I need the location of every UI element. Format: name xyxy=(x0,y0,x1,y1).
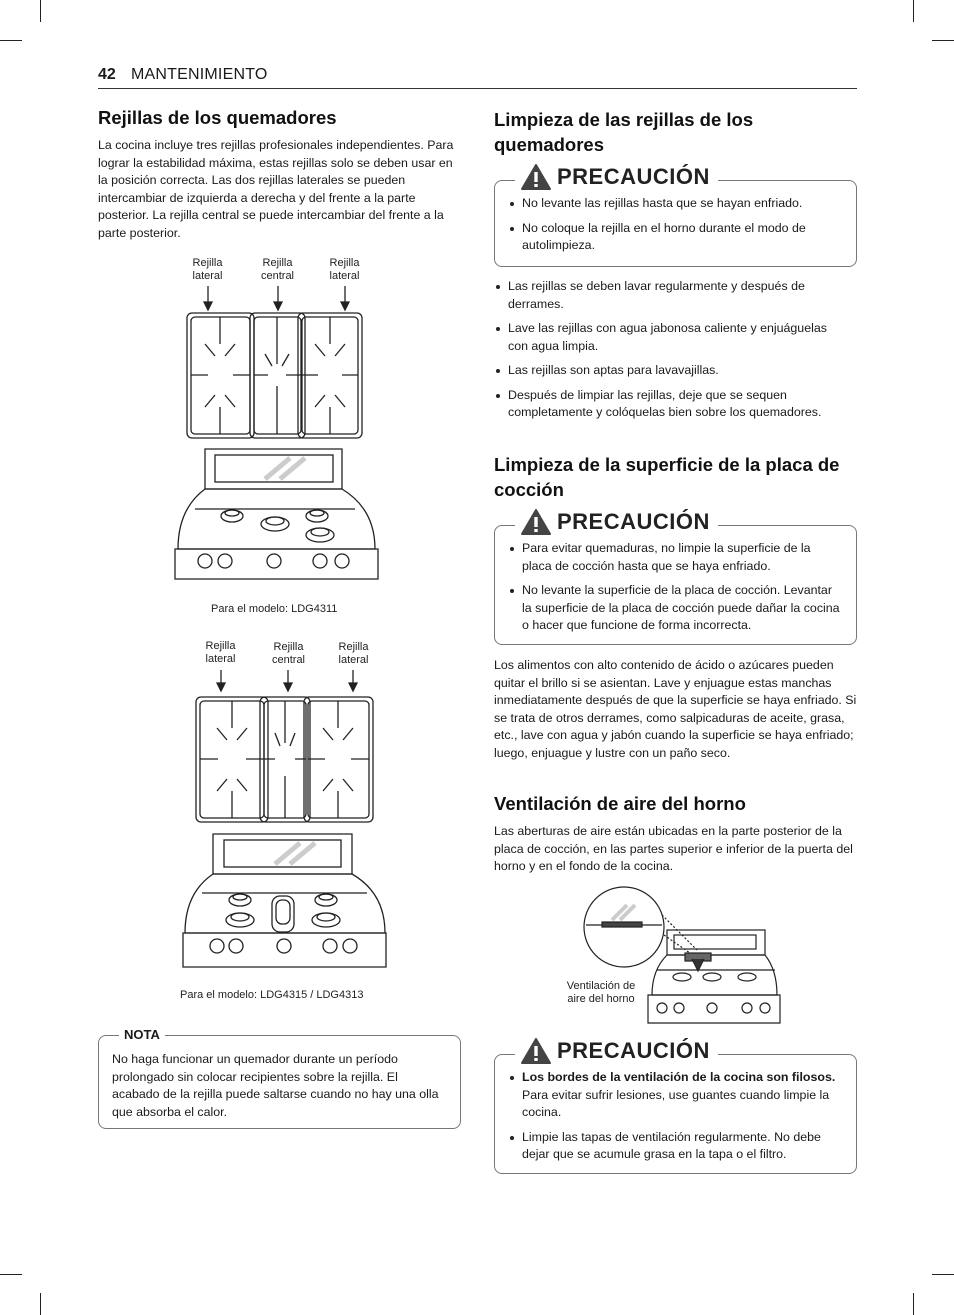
crop-mark xyxy=(913,1293,914,1315)
grate-label-center: Rejilla central xyxy=(271,641,306,666)
section-title: Ventilación de aire del horno xyxy=(494,793,746,814)
caution-box xyxy=(494,164,857,267)
cooktop-paragraph: Los alimentos con alto contenido de ácido o azúcares pueden quitar el brillo si se asientan. Lave y enjuague estas manchas inmediatamente después de que la superficie se haya enfriado. Si se trata de otros derrames, como salpicaduras de aceite, grasa, etc., lave con agua y jabón cuando la superficie se haya enfriado; luego, enjuague y lustre con un paño seco. xyxy=(494,658,857,760)
warning-icon xyxy=(521,509,551,535)
caution-item xyxy=(508,1069,843,1122)
warning-icon xyxy=(521,164,551,190)
crop-mark xyxy=(40,1293,41,1315)
caution-item: Para evitar quemaduras, no limpie la superficie de la placa de cocción hasta que se haya enfriado. xyxy=(508,540,843,575)
figure-caption: Para el modelo: LDG4311 xyxy=(211,603,338,615)
vent-label: Ventilación de aire del horno xyxy=(566,980,636,1005)
left-column xyxy=(98,105,458,242)
caution-title: PRECAUCIÓN xyxy=(557,509,710,534)
caution-item: No levante la superficie de la placa de cocción. Levantar la superficie de la placa de cocción puede dañar la cocina o hacer que funcione de forma incorrecta. xyxy=(508,582,843,635)
range-illustration-ldg4315 xyxy=(180,668,390,970)
crop-mark xyxy=(40,0,41,22)
crop-mark xyxy=(913,0,914,22)
caution-box xyxy=(494,1038,857,1174)
section-title: Limpieza de la superficie de la placa de cocción xyxy=(494,454,840,500)
range-illustration-ldg4311 xyxy=(170,284,385,584)
caution-item: Limpie las tapas de ventilación regularmente. No debe dejar que se acumule grasa en la tapa o el filtro. xyxy=(508,1129,843,1164)
list-item: Las rejillas se deben lavar regularmente y después de derrames. xyxy=(494,278,844,313)
crop-mark xyxy=(0,40,22,41)
list-item: Las rejillas son aptas para lavavajillas. xyxy=(494,362,844,380)
warning-icon xyxy=(521,1038,551,1064)
caution-title: PRECAUCIÓN xyxy=(557,164,710,189)
caution-item: No coloque la rejilla en el horno durante el modo de autolimpieza. xyxy=(508,220,843,255)
cleaning-list xyxy=(494,278,844,422)
caution-heading xyxy=(515,164,718,190)
crop-mark xyxy=(932,40,954,41)
caution-box xyxy=(494,509,857,645)
note-title: NOTA xyxy=(119,1027,165,1042)
intro-paragraph: La cocina incluye tres rejillas profesionales independientes. Para lograr la estabilidad máxima, estas rejillas solo se deben usar en la posición correcta. Las dos rejillas laterales se pueden intercambiar de izquierda a derecha y del frente a la parte posterior. La rejilla central se puede intercambiar del frente a la parte posterior. xyxy=(98,138,454,240)
crop-mark xyxy=(0,1274,22,1275)
grate-label-center: Rejilla central xyxy=(260,257,295,282)
grate-label-right: Rejilla lateral xyxy=(329,257,360,282)
caution-title: PRECAUCIÓN xyxy=(557,1038,710,1063)
caution-item: No levante las rejillas hasta que se hayan enfriado. xyxy=(508,195,843,213)
figure-caption: Para el modelo: LDG4315 / LDG4313 xyxy=(180,989,364,1001)
section-title: Rejillas de los quemadores xyxy=(98,107,337,128)
page-header xyxy=(98,64,857,89)
note-box xyxy=(98,1027,461,1129)
crop-mark xyxy=(932,1274,954,1275)
caution-bold-text: Los bordes de la ventilación de la cocina son filosos. xyxy=(522,1070,836,1084)
list-item: Después de limpiar las rejillas, deje que se sequen completamente y colóquelas bien sobre los quemadores. xyxy=(494,387,844,422)
note-text: No haga funcionar un quemador durante un período prolongado sin colocar recipientes sobre la rejilla. El acabado de la rejilla puede saltarse cuando no hay una olla que absorba el calor. xyxy=(112,1052,439,1119)
list-item: Lave las rejillas con agua jabonosa caliente y enjuáguelas con agua limpia. xyxy=(494,320,844,355)
caution-heading xyxy=(515,1038,718,1064)
caution-heading xyxy=(515,509,718,535)
page-number: 42 xyxy=(98,66,116,83)
grate-label-right: Rejilla lateral xyxy=(338,641,369,666)
section-title: Limpieza de las rejillas de los quemadores xyxy=(494,109,754,155)
grate-label-left: Rejilla lateral xyxy=(205,640,236,665)
grate-label-left: Rejilla lateral xyxy=(192,257,223,282)
section-name: MANTENIMIENTO xyxy=(131,66,268,83)
vent-paragraph: Las aberturas de aire están ubicadas en la parte posterior de la placa de cocción, en las partes superior e inferior de la puerta del horno y en el fondo de la cocina. xyxy=(494,824,853,873)
caution-text: Para evitar sufrir lesiones, use guantes cuando limpie la cocina. xyxy=(522,1087,830,1119)
